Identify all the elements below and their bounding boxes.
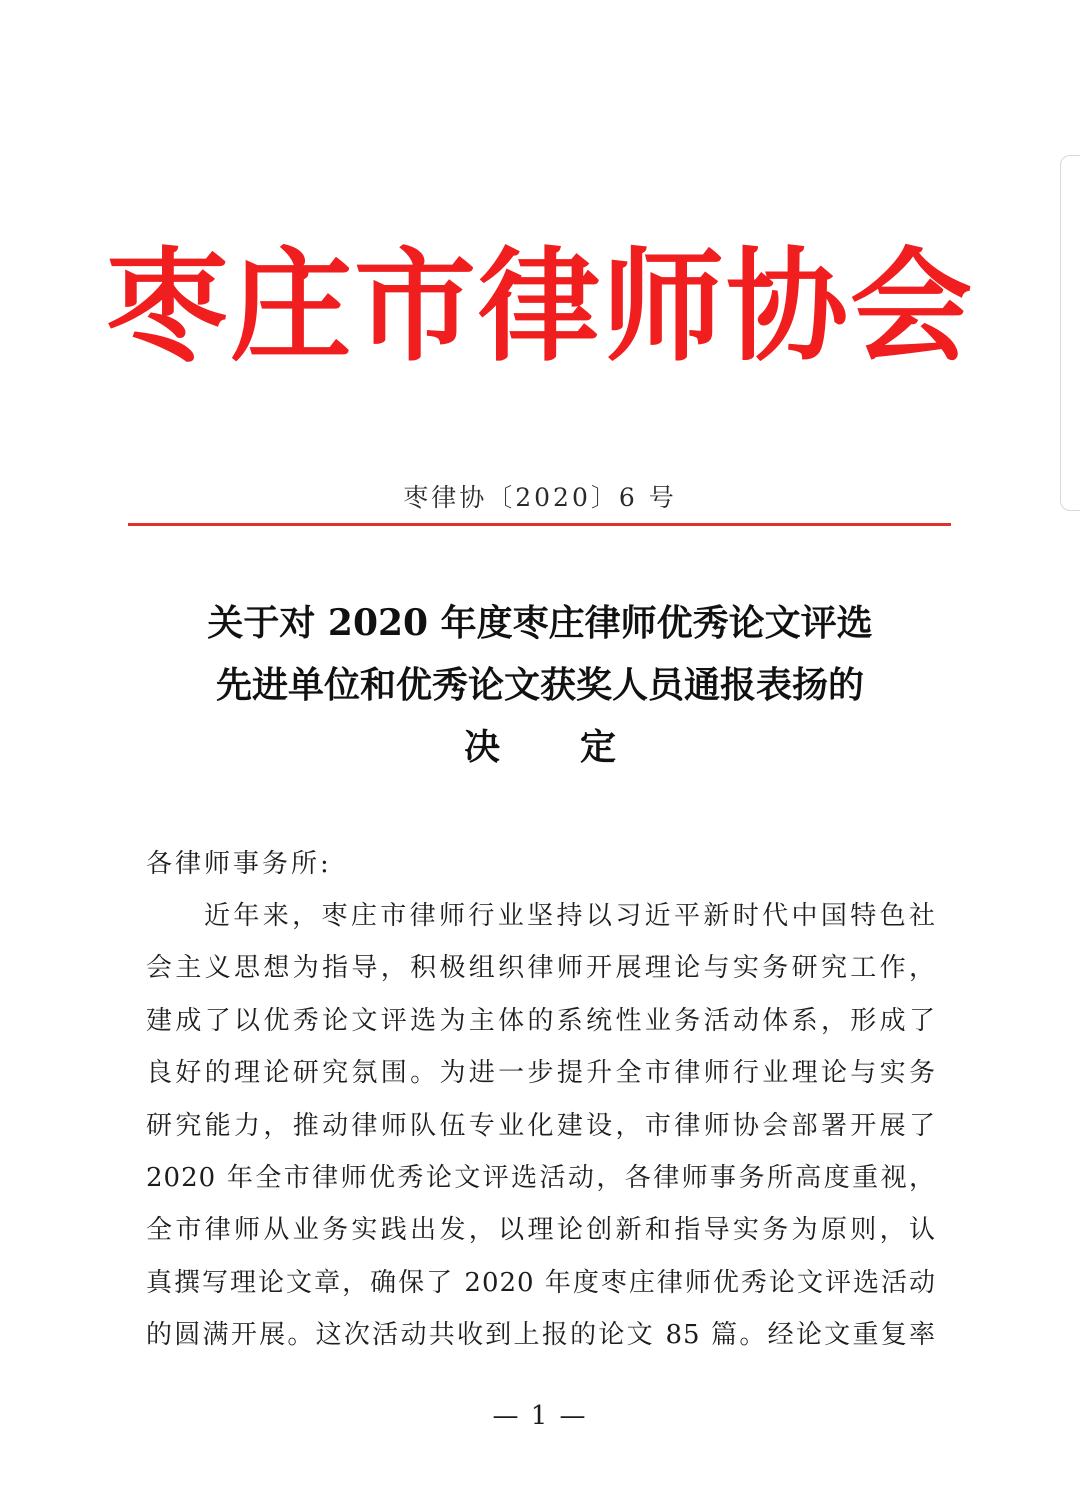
title-line-2: 先进单位和优秀论文获奖人员通报表扬的 xyxy=(215,664,864,706)
body-line-2: 会主义思想为指导，积极组织律师开展理论与实务研究工作， xyxy=(146,953,936,984)
body-line-6: 2020 年全市律师优秀论文评选活动，各律师事务所高度重视， xyxy=(146,1162,936,1193)
title-line-3: 决定 xyxy=(463,726,696,768)
body-line-9: 的圆满开展。这次活动共收到上报的论文 85 篇。经论文重复率 xyxy=(146,1320,936,1351)
body-line-8: 真撰写理论文章，确保了 2020 年度枣庄律师优秀论文评选活动 xyxy=(146,1267,936,1298)
body-line-3: 建成了以优秀论文评选为主体的系统性业务活动体系，形成了 xyxy=(146,1005,936,1036)
page-number: — 1 — xyxy=(492,1401,588,1431)
title-line-1: 关于对 2020 年度枣庄律师优秀论文评选 xyxy=(207,602,873,644)
body-line-4: 良好的理论研究氛围。为进一步提升全市律师行业理论与实务 xyxy=(146,1058,936,1089)
body-line-7: 全市律师从业务实践出发，以理论创新和指导实务为原则，认 xyxy=(146,1215,936,1246)
document-title xyxy=(0,592,1080,778)
document-number: 枣律协〔2020〕6 号 xyxy=(403,483,677,512)
body-text xyxy=(146,890,936,1362)
red-divider-line xyxy=(128,523,951,526)
letterhead-org-name: 枣庄市律师协会 xyxy=(106,236,974,378)
salutation: 各律师事务所: xyxy=(146,849,332,879)
body-line-1: 近年来，枣庄市律师行业坚持以习近平新时代中国特色社 xyxy=(204,901,936,931)
body-line-5: 研究能力，推动律师队伍专业化建设，市律师协会部署开展了 xyxy=(146,1110,936,1141)
